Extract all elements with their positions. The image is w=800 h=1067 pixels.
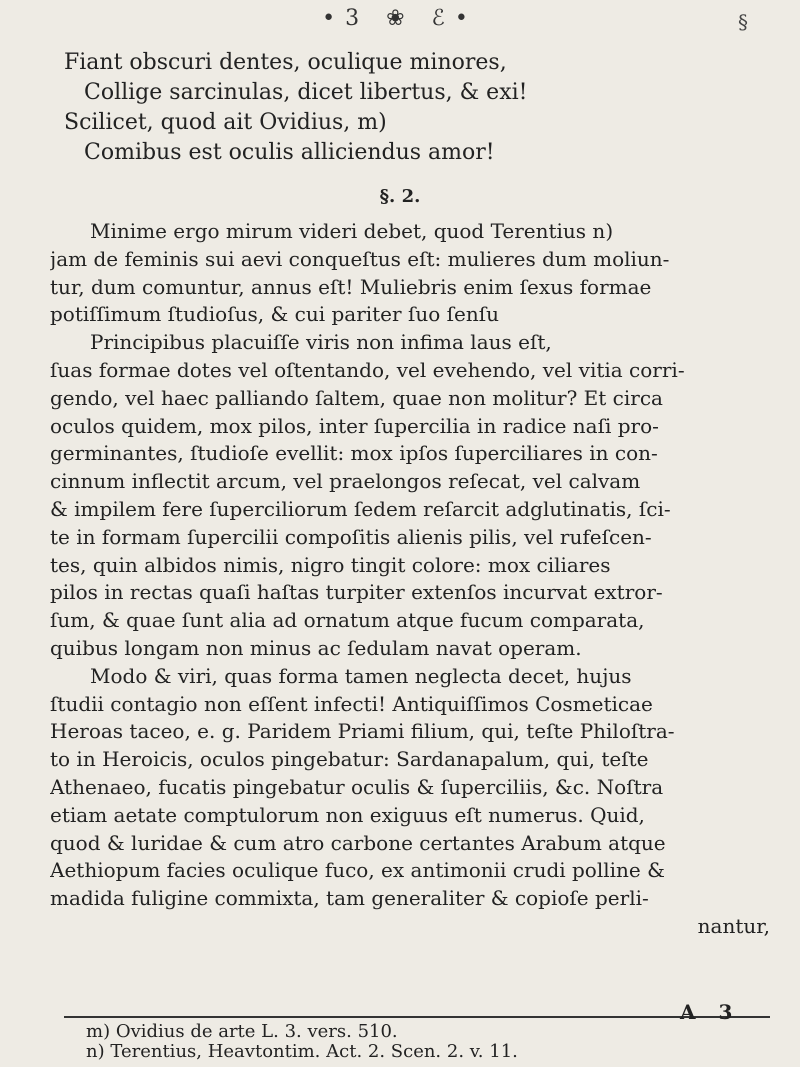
header-ornament: •3 ❀ ℰ•	[322, 6, 478, 31]
text-line: jam de feminis sui aevi conqueſtus eſt: mulieres dum moliun-	[50, 246, 670, 271]
verse-line: Scilicet, quod ait Ovidius, m)	[64, 110, 387, 135]
verse-block	[64, 48, 764, 168]
text-line: tes, quin albidos nimis, nigro tingit colore: mox ciliares	[50, 552, 611, 577]
signature-mark: A 3	[680, 1000, 741, 1024]
text-line: etiam aetate comptulorum non exiguus eſt numerus. Quid,	[50, 802, 645, 827]
text-line: Heroas taceo, e. g. Paridem Priami filium, qui, teſte Philoſtra-	[50, 719, 675, 744]
text-line: to in Heroicis, oculos pingebatur: Sardanapalum, qui, teſte	[50, 747, 649, 772]
text-line: nantur,	[697, 913, 770, 938]
text-line: & impilem fere ſuperciliorum ſedem reſarcit adglutinatis, ſci-	[50, 496, 671, 521]
text-line: ſtudii contagio non eſſent infecti! Antiquiſſimos Cosmeticae	[50, 691, 653, 716]
text-line: germinantes, ſtudioſe evellit: mox ipſos ſuperciliares in con-	[50, 441, 658, 466]
footnote: n) Terentius, Heavtontim. Act. 2. Scen. 2. v. 11.	[86, 1041, 518, 1062]
text-line: quod & luridae & cum atro carbone certantes Arabum atque	[50, 830, 666, 855]
text-line: Principibus placuiſſe viris non infima laus eſt,	[90, 330, 552, 355]
text-line: madida fuligine commixta, tam generaliter & copioſe perli-	[50, 886, 649, 911]
footnote-rule	[64, 1016, 770, 1018]
text-line: pilos in rectas quaſi haſtas turpiter extenſos incurvat extror-	[50, 580, 663, 605]
text-line: ſum, & quae ſunt alia ad ornatum atque fucum comparata,	[50, 608, 645, 633]
text-line: Athenaeo, fucatis pingebatur oculis & ſuperciliis, &c. Noſtra	[50, 774, 664, 799]
folio-mark: §	[738, 10, 748, 34]
verse-line: Fiant obscuri dentes, oculique minores,	[64, 50, 507, 75]
verse-line: Collige sarcinulas, dicet libertus, & exi!	[84, 80, 528, 105]
footnote: m) Ovidius de arte L. 3. vers. 510.	[86, 1021, 398, 1042]
verse-line: Comibus est oculis alliciendus amor!	[84, 140, 495, 165]
text-line: potiſſimum ſtudioſus, & cui pariter ſuo ſenſu	[50, 302, 500, 327]
text-line: ſuas formae dotes vel oſtentando, vel evehendo, vel vitia corri-	[50, 357, 685, 382]
text-line: Minime ergo mirum videri debet, quod Terentius n)	[90, 219, 614, 243]
text-line: gendo, vel haec palliando ſaltem, quae non molitur? Et circa	[50, 385, 663, 410]
text-line: te in formam ſupercilii compoſitis alienis pilis, vel rufeſcen-	[50, 524, 652, 549]
footnotes-second	[86, 1040, 766, 1064]
text-line: Modo & viri, quas forma tamen neglecta decet, hujus	[90, 663, 632, 688]
body-text	[50, 218, 770, 941]
text-line: cinnum inflectit arcum, vel praelongos reſecat, vel calvam	[50, 469, 641, 494]
section-number: §. 2.	[379, 186, 421, 207]
text-line: Aethiopum facies oculique fuco, ex antimonii crudi polline &	[50, 858, 665, 883]
text-line: tur, dum comuntur, annus eſt! Muliebris enim ſexus formae	[50, 274, 652, 299]
text-line: quibus longam non minus ac ſedulam navat operam.	[50, 635, 582, 660]
text-line: oculos quidem, mox pilos, inter ſupercilia in radice naſi pro-	[50, 413, 659, 438]
